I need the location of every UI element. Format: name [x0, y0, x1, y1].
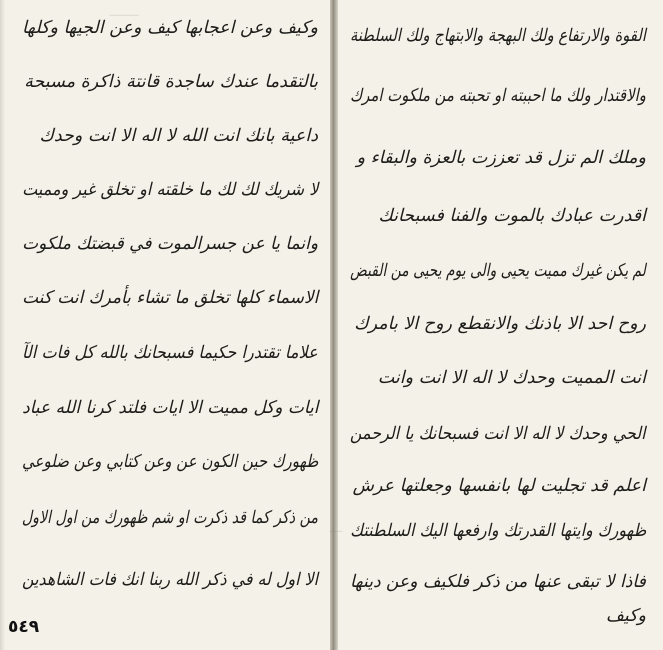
- text-line: انت المميت وحدك لا اله الا انت وانت: [377, 368, 646, 388]
- text-line: لا شريك لك لك ما خلقته او تخلق غير ومميت: [21, 180, 318, 200]
- text-line: داعية بانك انت الله لا اله الا انت وحدك: [39, 126, 318, 146]
- text-line: والاقتدار ولك ما احببته او تحبته من ملكوت امرك: [350, 86, 646, 106]
- text-line: الحي وحدك لا اله الا انت فسبحانك يا الرحمن: [350, 424, 646, 444]
- text-line: وانما يا عن جسرالموت في قبضتك ملكوت: [22, 234, 318, 254]
- text-line: وملك الم تزل قد تعززت بالعزة والبقاء و: [356, 148, 646, 168]
- text-line: ايات وكل مميت الا ايات فلتد كرنا الله عباد: [21, 398, 318, 418]
- text-line: وكيف: [605, 606, 646, 626]
- text-line: ظهورك وايتها القدرتك وارفعها اليك السلطنتك: [349, 521, 646, 541]
- text-line: من ذكر كما قد ذكرت او شم ظهورك من اول الاول: [21, 508, 318, 528]
- text-line: اقدرت عبادك بالموت والفنا فسبحانك: [378, 206, 646, 226]
- text-line: فاذا لا تبقى عنها من ذكر فلكيف وعن دينها: [350, 572, 646, 592]
- text-line: علاما تقتدرا حكيما فسبحانك بالله كل فات الآ: [22, 343, 318, 363]
- page-edge: [0, 0, 5, 650]
- bleed-through-mark: ـــ: [330, 520, 343, 536]
- text-line: القوة والارتفاع ولك البهجة والابتهاج ولك السلطنة: [350, 26, 646, 46]
- bleed-through-mark: ـــــــ: [110, 4, 139, 20]
- text-line: اعلم قد تجليت لها بانفسها وجعلتها عرش: [352, 476, 646, 496]
- book-gutter: [330, 0, 338, 650]
- text-line: الا اول له في ذكر الله ربنا انك فات الشاهدين: [21, 570, 318, 590]
- left-page: [0, 0, 330, 650]
- text-line: بالتقدما عندك ساجدة قانتة ذاكرة مسبحة: [24, 72, 318, 92]
- text-line: لم يكن غيرك مميت يحيى والى يوم يحيى من القبض: [350, 261, 646, 281]
- text-line: الاسماء كلها تخلق ما تشاء بأمرك انت كنت: [21, 288, 318, 308]
- text-line: روح احد الا باذنك والانقطع روح الا بامرك: [354, 314, 646, 334]
- text-line: ظهورك حين الكون عن وعن كتابي وعن ضلوعي: [21, 452, 318, 472]
- page-number: ٥٤٩: [8, 617, 40, 637]
- text-line: وكيف وعن اعجابها كيف وعن الجيها وكلها: [21, 18, 318, 38]
